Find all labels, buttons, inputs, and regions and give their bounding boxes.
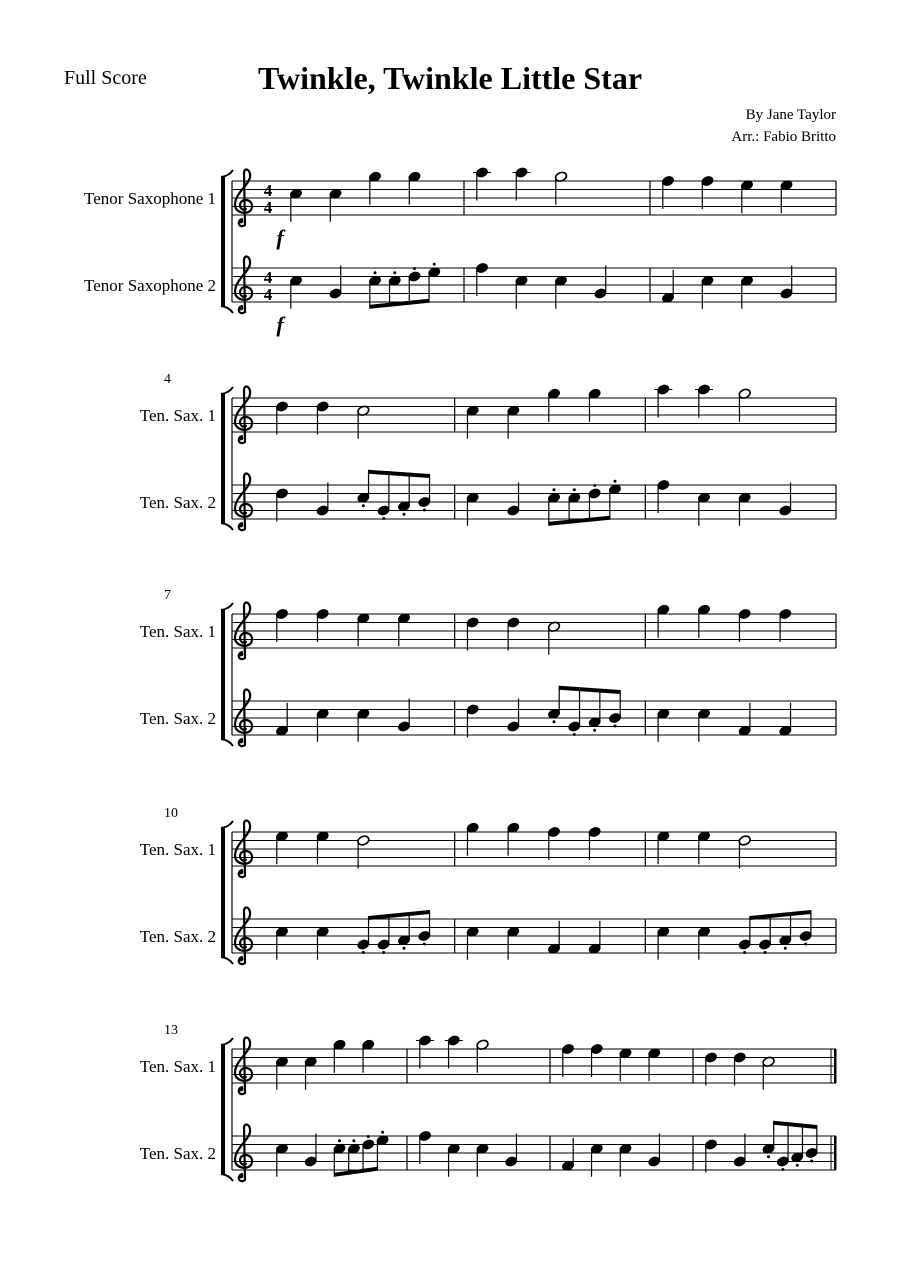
instrument-name-sax1: Ten. Sax. 1 — [139, 1057, 216, 1076]
bracket-hook-top — [221, 387, 233, 394]
staccato-dot — [743, 951, 746, 954]
measure-number: 13 — [164, 1023, 178, 1038]
clef-tail-dot — [239, 870, 244, 875]
instrument-name-sax2: Ten. Sax. 2 — [139, 493, 216, 512]
dynamic-forte: f — [276, 312, 284, 337]
instrument-name-sax1: Tenor Saxophone 1 — [84, 189, 216, 208]
staccato-dot — [362, 951, 365, 954]
bracket-hook-bottom — [221, 739, 233, 746]
bracket-hook-top — [221, 1038, 233, 1045]
staccato-dot — [764, 951, 767, 954]
system-bracket — [221, 828, 225, 957]
bracket-hook-bottom — [221, 1174, 233, 1181]
system-bracket — [221, 177, 225, 306]
staccato-dot — [367, 1135, 370, 1138]
bracket-hook-bottom — [221, 957, 233, 964]
eighth-beam — [549, 516, 610, 526]
clef-tail-dot — [239, 739, 244, 744]
instrument-name-sax1: Ten. Sax. 1 — [139, 622, 216, 641]
clef-tail-dot — [239, 523, 244, 528]
bracket-hook-top — [221, 603, 233, 610]
staccato-dot — [781, 1168, 784, 1171]
system-bracket — [221, 394, 225, 523]
time-signature-top: 4 — [263, 268, 273, 287]
clef-tail-dot — [239, 957, 244, 962]
staccato-dot — [593, 729, 596, 732]
staccato-dot — [374, 271, 377, 274]
system-bracket — [221, 1045, 225, 1174]
score-type-label: Full Score — [64, 67, 147, 89]
bracket-hook-top — [221, 821, 233, 828]
clef-tail-dot — [239, 306, 244, 311]
staccato-dot — [382, 517, 385, 520]
staccato-dot — [433, 263, 436, 266]
staccato-dot — [614, 480, 617, 483]
eighth-beam — [334, 1167, 377, 1177]
time-signature-top: 4 — [263, 181, 273, 200]
staccato-dot — [413, 267, 416, 270]
clef-tail-dot — [239, 1174, 244, 1179]
staccato-dot — [338, 1139, 341, 1142]
eighth-beam — [370, 299, 429, 309]
time-signature-bottom: 4 — [263, 285, 273, 304]
staccato-dot — [614, 725, 617, 728]
staccato-dot — [553, 720, 556, 723]
instrument-name-sax2: Ten. Sax. 2 — [139, 1144, 216, 1163]
staccato-dot — [810, 1160, 813, 1163]
bracket-hook-bottom — [221, 523, 233, 530]
staccato-dot — [423, 943, 426, 946]
final-barline-thick — [834, 1136, 837, 1170]
bracket-hook-bottom — [221, 306, 233, 313]
instrument-name-sax2: Tenor Saxophone 2 — [84, 276, 216, 295]
staccato-dot — [403, 513, 406, 516]
arranger-credit: Arr.: Fabio Britto — [731, 129, 836, 145]
time-signature-bottom: 4 — [263, 198, 273, 217]
staccato-dot — [573, 488, 576, 491]
instrument-name-sax1: Ten. Sax. 1 — [139, 406, 216, 425]
clef-tail-dot — [239, 652, 244, 657]
measure-number: 10 — [164, 806, 178, 821]
eighth-beam — [559, 686, 620, 694]
staccato-dot — [767, 1155, 770, 1158]
staccato-dot — [784, 947, 787, 950]
clef-tail-dot — [239, 219, 244, 224]
staccato-dot — [352, 1139, 355, 1142]
composer-credit: By Jane Taylor — [745, 107, 836, 123]
staccato-dot — [796, 1164, 799, 1167]
dynamic-forte: f — [276, 225, 284, 250]
measure-number: 7 — [164, 588, 171, 603]
clef-tail-dot — [239, 436, 244, 441]
clef-tail-dot — [239, 1087, 244, 1092]
instrument-name-sax2: Ten. Sax. 2 — [139, 709, 216, 728]
final-barline-thick — [834, 1049, 837, 1083]
instrument-name-sax1: Ten. Sax. 1 — [139, 840, 216, 859]
eighth-beam — [774, 1121, 817, 1129]
staccato-dot — [362, 504, 365, 507]
staccato-dot — [381, 1131, 384, 1134]
staccato-dot — [804, 943, 807, 946]
piece-title: Twinkle, Twinkle Little Star — [257, 60, 643, 96]
staccato-dot — [393, 271, 396, 274]
staccato-dot — [423, 509, 426, 512]
staccato-dot — [593, 484, 596, 487]
staccato-dot — [553, 488, 556, 491]
system-bracket — [221, 610, 225, 739]
staccato-dot — [573, 733, 576, 736]
bracket-hook-top — [221, 170, 233, 177]
staccato-dot — [403, 947, 406, 950]
instrument-name-sax2: Ten. Sax. 2 — [139, 927, 216, 946]
staccato-dot — [382, 951, 385, 954]
eighth-beam — [369, 470, 430, 478]
measure-number: 4 — [164, 372, 171, 387]
